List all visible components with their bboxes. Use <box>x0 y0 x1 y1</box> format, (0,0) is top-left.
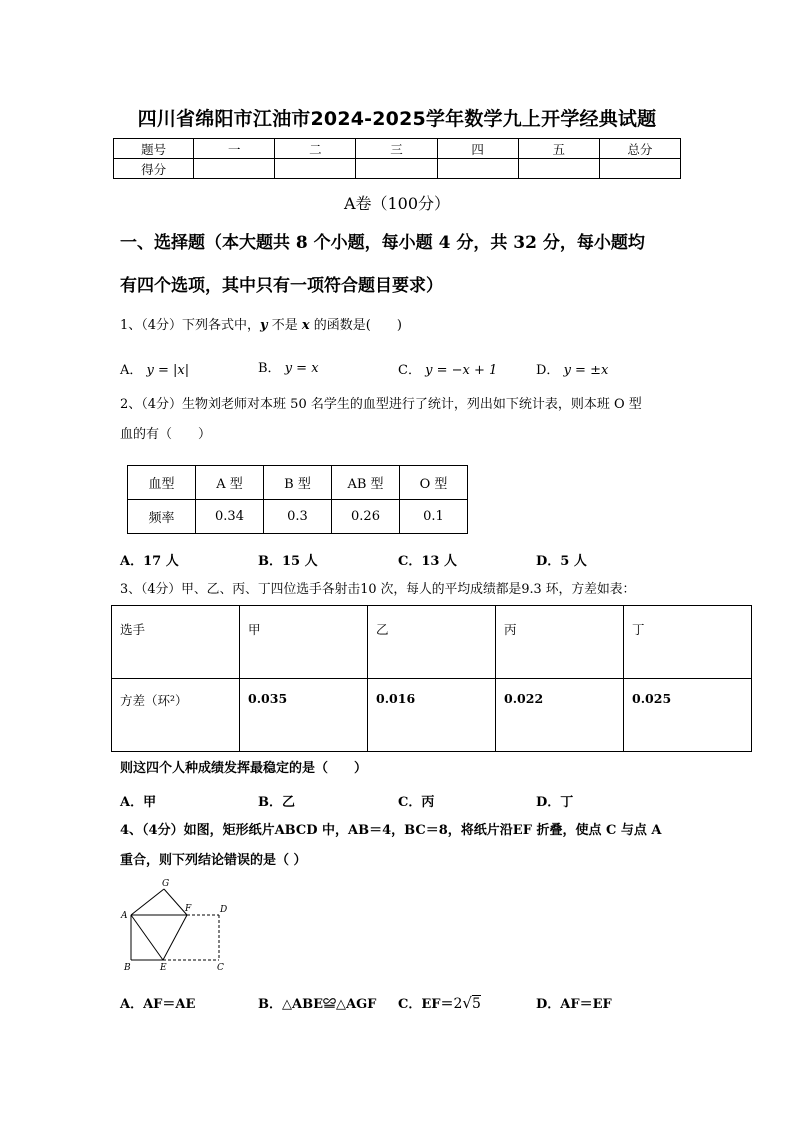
score-cell <box>194 159 275 179</box>
cell-text: 0.016 <box>376 691 416 706</box>
question-2 <box>120 390 686 450</box>
sqrt-symbol: √ <box>462 994 472 1012</box>
score-table-header <box>114 139 681 159</box>
table-cell: 0.26 <box>332 500 400 534</box>
q1-var-x: x <box>301 318 310 333</box>
q2-line: 血的有（ ） <box>120 427 212 442</box>
fig-label-b: B <box>124 963 131 973</box>
fig-label-e: E <box>160 963 167 973</box>
fig-line-ag <box>131 889 164 915</box>
option-text: 乙 <box>282 795 296 810</box>
score-table <box>113 138 681 179</box>
option-expr: y = ±x <box>563 363 609 378</box>
variance-table-header <box>112 606 752 679</box>
blood-table-header <box>128 466 468 500</box>
q1-text: 1、（4分）下列各式中， <box>120 318 261 333</box>
table-cell: AB 型 <box>332 466 400 500</box>
table-cell <box>496 606 624 679</box>
score-header-cell: 三 <box>356 139 437 159</box>
option-label: A． <box>120 554 144 569</box>
rectangle-fold-figure <box>118 876 233 976</box>
option-text: 丁 <box>560 795 574 810</box>
q4-line: 重合，则下列结论错误的是（ ） <box>120 853 307 868</box>
blood-table-row <box>128 500 468 534</box>
page-title: 四川省绵阳市江油市2024-2025学年数学九上开学经典试题 <box>137 108 657 130</box>
score-cell <box>356 159 437 179</box>
variance-table-row <box>112 679 752 752</box>
q1-option-b <box>258 357 319 376</box>
option-label: B． <box>258 795 282 810</box>
table-cell: A 型 <box>196 466 264 500</box>
score-table-row <box>114 159 681 179</box>
cell-text: 0.025 <box>632 691 672 706</box>
option-label: B． <box>258 554 282 569</box>
option-label: D． <box>536 363 560 378</box>
q3-option-d <box>536 791 573 810</box>
q2-option-b <box>258 550 318 569</box>
table-cell <box>240 606 368 679</box>
q4-option-c <box>398 993 481 1012</box>
score-header-cell: 四 <box>437 139 518 159</box>
q2-line: 2、（4分）生物刘老师对本班 50 名学生的血型进行了统计，列出如下统计表，则本班 O 型 <box>120 397 642 412</box>
section-heading-line: 有四个选项，其中只有一项符合题目要求） <box>120 276 443 296</box>
fig-label-f: F <box>185 904 192 914</box>
option-text: 丙 <box>421 795 435 810</box>
table-cell: 血型 <box>128 466 196 500</box>
q1-var-y: y <box>260 318 268 333</box>
score-header-cell: 一 <box>194 139 275 159</box>
option-text: AF＝AE <box>143 997 196 1012</box>
q1-option-d <box>536 359 608 378</box>
option-label: B． <box>258 997 282 1012</box>
option-expr: y = |x| <box>146 363 190 378</box>
option-expr: y = −x + 1 <box>425 363 498 378</box>
q1-option-a <box>120 359 189 378</box>
cell-text: 选手 <box>120 622 146 637</box>
question-3: 3、（4分）甲、乙、丙、丁四位选手各射击10 次，每人的平均成绩都是9.3 环，方差如表： <box>120 582 636 597</box>
option-label: C． <box>398 554 422 569</box>
cell-text: 乙 <box>376 622 389 637</box>
section-heading <box>120 222 690 308</box>
fig-label-c: C <box>217 963 224 973</box>
cell-text: 丙 <box>504 622 517 637</box>
option-label: A． <box>120 363 143 378</box>
cell-text: 丁 <box>632 622 645 637</box>
fig-line-ef <box>163 915 187 960</box>
option-radicand: 5 <box>471 996 481 1012</box>
table-cell <box>368 606 496 679</box>
option-expr: y = x <box>284 361 319 376</box>
table-cell <box>624 679 752 752</box>
option-text: 甲 <box>143 795 157 810</box>
option-text: 15 人 <box>282 554 318 569</box>
question-1 <box>120 311 686 341</box>
option-label: D． <box>536 997 561 1012</box>
option-label: D． <box>536 554 561 569</box>
q4-line: 4、（4分）如图，矩形纸片ABCD 中，AB＝4，BC＝8，将纸片沿EF 折叠，使点 C 与点 A <box>120 823 662 838</box>
blood-type-table <box>127 465 468 534</box>
q3-option-b <box>258 791 295 810</box>
table-cell: O 型 <box>400 466 468 500</box>
q2-option-d <box>536 550 587 569</box>
table-cell: 0.3 <box>264 500 332 534</box>
q4-option-b <box>258 993 376 1012</box>
cell-text: 0.035 <box>248 691 288 706</box>
q3-question: 则这四个人种成绩发挥最稳定的是（ ） <box>120 761 368 776</box>
table-cell: B 型 <box>264 466 332 500</box>
score-row-label: 得分 <box>114 159 194 179</box>
option-text: △ABE≌△AGF <box>282 997 377 1012</box>
q2-option-a <box>120 550 179 569</box>
fig-line-gf <box>164 889 187 915</box>
section-heading-line: 一、选择题（本大题共 8 个小题，每小题 4 分，共 32 分，每小题均 <box>120 233 645 253</box>
score-cell <box>518 159 599 179</box>
option-label: A． <box>120 997 144 1012</box>
option-label: B． <box>258 361 281 376</box>
score-header-cell: 二 <box>275 139 356 159</box>
q1-option-c <box>398 359 497 378</box>
option-text: AF＝EF <box>560 997 612 1012</box>
table-cell <box>496 679 624 752</box>
paper-section-label: A卷（100分） <box>343 194 451 213</box>
cell-text: 甲 <box>248 622 261 637</box>
cell-text: 方差（环²） <box>120 693 188 708</box>
fig-label-a: A <box>121 911 128 921</box>
score-cell <box>599 159 680 179</box>
q4-option-d <box>536 993 612 1012</box>
cell-text: 0.022 <box>504 691 544 706</box>
q1-text: 不是 <box>267 318 302 333</box>
fig-line-ae <box>131 915 163 960</box>
score-header-cell: 题号 <box>114 139 194 159</box>
option-label: A． <box>120 795 144 810</box>
option-text: 17 人 <box>143 554 179 569</box>
table-cell <box>368 679 496 752</box>
q1-text: 的函数是( ) <box>309 318 402 333</box>
option-label: C． <box>398 795 422 810</box>
q3-option-a <box>120 791 156 810</box>
fig-label-d: D <box>220 905 228 915</box>
table-cell <box>112 606 240 679</box>
variance-table <box>111 605 752 752</box>
table-cell <box>240 679 368 752</box>
option-text: 13 人 <box>421 554 457 569</box>
table-cell: 0.34 <box>196 500 264 534</box>
score-cell <box>437 159 518 179</box>
q3-option-c <box>398 791 434 810</box>
q4-option-a <box>120 993 195 1012</box>
table-cell <box>112 679 240 752</box>
table-cell: 0.1 <box>400 500 468 534</box>
q2-option-c <box>398 550 457 569</box>
option-text: 5 人 <box>560 554 587 569</box>
option-label: C． <box>398 363 421 378</box>
question-4 <box>120 816 686 876</box>
score-header-cell: 总分 <box>599 139 680 159</box>
score-cell <box>275 159 356 179</box>
option-text: EF＝ <box>421 997 454 1012</box>
option-label: D． <box>536 795 561 810</box>
option-coef: 2 <box>453 996 463 1012</box>
score-header-cell: 五 <box>518 139 599 159</box>
table-cell: 频率 <box>128 500 196 534</box>
option-label: C． <box>398 997 422 1012</box>
fig-label-g: G <box>162 879 170 889</box>
table-cell <box>624 606 752 679</box>
